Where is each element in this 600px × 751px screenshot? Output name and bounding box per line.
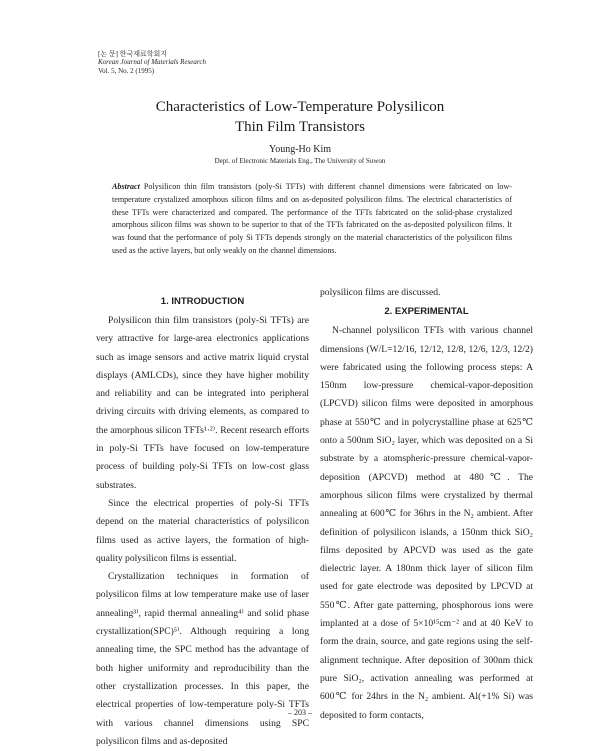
- paper-title: [40, 97, 560, 137]
- intro-continuation: polysilicon films are discussed.: [320, 287, 441, 298]
- intro-paragraph-2: Since the electrical properties of poly-Si TFTs depend on the material characteristics of polysilicon films used as active layers, the formation of high-quality polysilicon films is essential.: [96, 497, 309, 564]
- section-heading-introduction: 1. INTRODUCTION: [160, 296, 245, 307]
- experimental-paragraph-1: N-channel polysilicon TFTs with various channel dimensions (W/L=12/16, 12/12, 12/8, 12/6, 12/3, 12/2) were fabricated using the following process steps: A 150nm low-pressure chemical-vapor-deposition (LPCVD) silicon films were deposited in amorphous phase at 550℃ and in polycrystalline phase at 625℃ onto a 500nm SiO₂ layer, which was deposited on a Si substrate by a atomspheric-pressure chemical-vapor-deposition (APCVD) method at 480℃. The amorphous silicon films were crystalized by thermal annealing at 600℃ for 36hrs in the N₂ ambient. After definition of polysilicon islands, a 150nm thick SiO₂ films deposited by APCVD was used as the gate dielectric layer. A 180nm thick layer of silicon film used for gate electrode was deposited by LPCVD at 550℃. After gate patterning, phosphorous ions were implanted at a dose of 5×10¹⁵cm⁻² and at 40 KeV to form the drain, source, and gate regions using the self-alignment technique. After deposition of 300nm thick pure SiO₂, activation annealing was performed at 600℃ for 24hrs in the N₂ ambient. Al(+1% Si) was deposited to form contacts,: [320, 325, 533, 721]
- intro-paragraph-1: Polysilicon thin film transistors (poly-Si TFTs) are very attractive for large-area electronics applications such as image sensors and active matrix liquid crystal displays (AMLCDs), since they have higher mobility and reliability and can be integrated into peripheral driving circuits with driving elements, as compared to the amorphous silicon TFTs¹·²⁾. Recent research efforts in poly-Si TFTs have focused on low-temperature process of building poly-Si TFTs on low-cost glass substrates.: [96, 315, 309, 491]
- journal-name-korean: [논 문] 한국재료학회지: [98, 50, 168, 58]
- page-number: – 203 –: [288, 708, 312, 717]
- journal-name-english: Korean Journal of Materials Research: [98, 58, 206, 67]
- section-heading-experimental: 2. EXPERIMENTAL: [384, 306, 469, 318]
- abstract-text: Polysilicon thin film transistors (poly-Si TFTs) with different channel dimensions were fabricated on low-temperature crystalized amorphous silicon films and on as-deposited polysilicon films. The electrical characteristics of these TFTs were characterized and compared. The performance of the TFTs fabricated on the solid-phase crystalized amorphous silicon films was shown to be superior to that of the TFTs fabricated on the as-deposited polysilicon films. It was found that the performance of poly Si TFTs depends strongly on the material characteristics of the polysilicon films used as the active layers, but only weakly on the channel dimensions.: [112, 182, 512, 255]
- paper-title-line-2: Thin Film Transistors: [234, 119, 366, 135]
- paper-title-line-1: Characteristics of Low-Temperature Polysilicon: [155, 99, 445, 115]
- author-name: Young-Ho Kim: [268, 144, 332, 155]
- author-affiliation: Dept. of Electronic Materials Eng., The University of Suwon: [214, 157, 386, 165]
- right-column: [320, 284, 533, 725]
- left-column: [96, 292, 309, 751]
- abstract: [112, 181, 512, 258]
- intro-paragraph-3: Crystallization techniques in formation of polysilicon films at low temperature make use of laser annealing³⁾, rapid thermal annealing⁴⁾ and solid phase crystallization(SPC)⁵⁾. Although requiring a long annealing time, the SPC method has the advantage of both higher uniformity and reproducibility than the other crystallization processes. In this paper, the electrical properties of low-temperature poly-Si TFTs with various channel dimensions using SPC polysilicon films and as-deposited: [96, 571, 309, 747]
- journal-volume: Vol. 5, No. 2 (1995): [98, 66, 155, 75]
- abstract-label: Abstract: [112, 182, 140, 191]
- journal-header: [98, 50, 206, 75]
